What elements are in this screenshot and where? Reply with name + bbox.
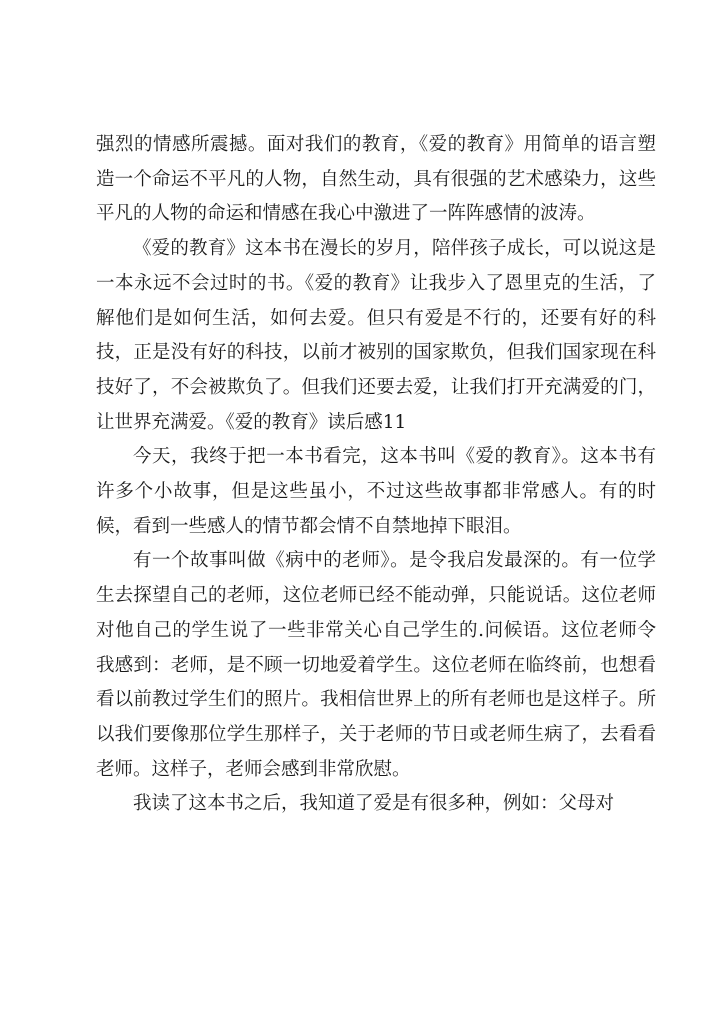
paragraph-5: 我读了这本书之后，我知道了爱是有很多种，例如：父母对 [133, 793, 615, 815]
paragraph-2: 《爱的教育》这本书在漫长的岁月，陪伴孩子成长，可以说这是一本永远不会过时的书。《爱的教育》让我步入了恩里克的生活，了解他们是如何生活，如何去爱。但只有爱是不行的，还要有好的科技，正是没有好的科技，以前才被别的国家欺负，但我们国家现在科技好了，不会被欺负了。但我们还要去爱，让我们打开充满爱的门，让世界充满爱。《爱的教育》读后感11 [96, 238, 656, 433]
paragraph-4: 有一个故事叫做《病中的老师》。是令我启发最深的。有一位学生去探望自己的老师，这位老师已经不能动弹，只能说话。这位老师对他自己的学生说了一些非常关心自己学生的.问候语。这位老师令我感到：老师，是不顾一切地爱着学生。这位老师在临终前，也想看看以前教过学生们的照片。我相信世界上的所有老师也是这样子。所以我们要像那位学生那样子，关于老师的节日或老师生病了，去看看老师。这样子，老师会感到非常欣慰。 [96, 550, 656, 780]
paragraph-1: 强烈的情感所震撼。面对我们的教育，《爱的教育》用简单的语言塑造一个命运不平凡的人物，自然生动，具有很强的艺术感染力，这些平凡的人物的命运和情感在我心中激进了一阵阵感情的波涛。 [96, 134, 656, 225]
document-body [96, 128, 656, 822]
paragraph-3: 今天，我终于把一本书看完，这本书叫《爱的教育》。这本书有许多个小故事，但是这些虽小，不过这些故事都非常感人。有的时候，看到一些感人的情节都会情不自禁地掉下眼泪。 [96, 446, 656, 537]
